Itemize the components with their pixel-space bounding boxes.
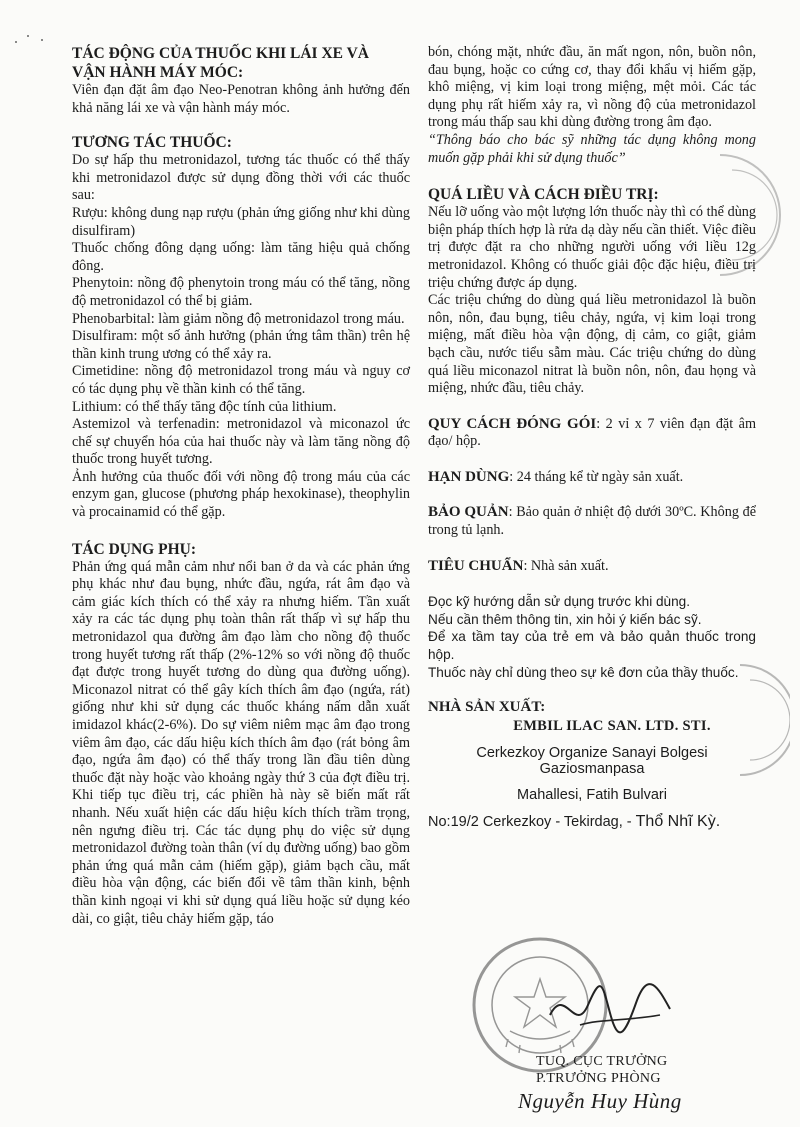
interaction-item: Astemizol và terfenadin: metronidazol và miconazol ức chế sự chuyển hóa của hai thuốc này và làm tăng nồng độ thuốc trong huyết tương. (72, 416, 410, 468)
manufacturer-name: EMBIL ILAC SAN. LTD. STI. (513, 718, 711, 735)
advice-line: Nếu cần thêm thông tin, xin hỏi ý kiến bác sỹ. (428, 611, 702, 627)
address-line: No:19/2 Cerkezkoy - Tekirdag, - Thổ Nhĩ Kỳ. (428, 813, 721, 831)
address-line: Mahallesi, Fatih Bulvari (517, 787, 667, 804)
side-effects-title: TÁC DỤNG PHỤ: (72, 540, 196, 558)
overdose-symptoms: Các triệu chứng do dùng quá liều metronidazol là buồn nôn, nôn, đau bụng, tiêu chảy, ngứa, vị kim loại trong miệng, mất điều hòa vận động, dị cảm, co giật, giảm bạch cầu, nước tiểu sẫm màu. Các triệu chứng do dùng quá liều miconazol nitrat là buồn nôn, nôn, đau họng và miệng, nhức đầu, tiêu chảy. (428, 292, 756, 397)
signature-title: TUQ. CỤC TRƯỞNG (536, 1054, 668, 1069)
advice-line: Đọc kỹ hướng dẫn sử dụng trước khi dùng. (428, 594, 691, 610)
overdose-text: Nếu lỡ uống vào một lượng lớn thuốc này thì có thể dùng biện pháp thích hợp là rửa dạ dày nếu cần thiết. Việc điều trị được đặt ra cho những người uống với liều 12g metronidazol. Không có thuốc giải độc đặc hiệu, điều trị triệu chứng được áp dụng. (428, 204, 756, 291)
interactions-list (72, 205, 410, 522)
interactions-intro: Do sự hấp thu metronidazol, tương tác thuốc có thể thấy khi metronidazol được sử dụng đồng thời với các thuốc sau: (72, 152, 410, 204)
interaction-item: Rượu: không dung nạp rượu (phản ứng giống như khi dùng disulfiram) (72, 204, 410, 239)
driving-title: TÁC ĐỘNG CỦA THUỐC KHI LÁI XE VÀ VẬN HÀNH MÁY MÓC: (72, 45, 369, 81)
standard-line: TIÊU CHUẨN: Nhà sản xuất. (428, 557, 609, 574)
advice-line: Để xa tầm tay của trẻ em và bảo quản thuốc trong hộp. (428, 629, 756, 663)
signature-scribble (540, 975, 680, 1045)
signature-subtitle: P.TRƯỞNG PHÒNG (536, 1071, 661, 1086)
advice-line: Thuốc này chỉ dùng theo sự kê đơn của thầy thuốc. (428, 664, 739, 680)
address-line: Cerkezkoy Organize Sanayi Bolgesi Gaziosmanpasa (476, 745, 708, 778)
signatory-name: Nguyễn Huy Hùng (518, 1089, 682, 1113)
partial-stamp (700, 150, 790, 280)
interaction-item: Phenobarbital: làm giảm nồng độ metronidazol trong máu. (72, 310, 405, 327)
driving-text: Viên đạn đặt âm đạo Neo-Penotran không ảnh hưởng đến khả năng lái xe và vận hành máy móc. (72, 82, 410, 116)
overdose-title: QUÁ LIỀU VÀ CÁCH ĐIỀU TRỊ: (428, 186, 659, 204)
partial-stamp (720, 660, 790, 780)
side-effects-continued: bón, chóng mặt, nhức đầu, ăn mất ngon, nôn, buồn nôn, đau bụng, hoặc co cứng cơ, thay đổi khẩu vị hiếm gặp, khô miệng, vị kim loại trong miệng, mệt mỏi. Các tác dụng phụ rất hiếm xảy ra, vì nồng độ của metronidazol trong máu thấp sau khi dùng đường trong âm đạo. (428, 44, 756, 131)
storage-line: BẢO QUẢN: Bảo quản ở nhiệt độ dưới 30ºC. Không để trong tủ lạnh. (428, 504, 756, 539)
side-effects-text: Phản ứng quá mẫn cảm như nổi ban ở da và các phản ứng phụ khác như đau bụng, nhức đầu, ngứa, rát âm đạo và cảm giác kích thích có thể xảy ra nhưng hiếm. Tần xuất xảy ra các tác dụng phụ toàn thân rất thấp vì sự hấp thu metronidazol qua đường âm đạo làm cho nồng độ thuốc trong huyết tương rất thấp (2%-12% so với nồng độ thuốc đạt được trong huyết tương do dùng qua đường uống). Miconazol nitrat có thể gây kích thích âm đạo (ngứa, rát) giống như khi sử dụng các thuốc kháng nấm dẫn xuất imidazol khác(2-6%). Do sự viêm niêm mạc âm đạo trong viêm âm đạo, các dấu hiệu kích thích âm đạo (rát bỏng âm đạo, ngứa âm đạo) có thể thấy trong lần đầu tiên dùng thuốc đặt này hoặc vào khoảng ngày thứ 3 của đợt điều trị. Khi tiếp tục điều trị, các phiền hà này sẽ biến mất rất nhanh. Nếu xuất hiện các dấu hiệu kích thích trầm trọng, nên ngưng điều trị. Các tác dụng phụ do việc sử dụng metronidazol đường toàn thân (ví dụ đường uống) bao gồm phản ứng quá mẫn cảm (hiếm gặp), giảm bạch cầu, mất điều hòa vận động, các biến đổi về tâm thần kinh, bệnh thần kinh ngoại vi khi sử dụng quá liều hoặc sử dụng kéo dài, co giật, tiêu chảy hiếm gặp, táo (72, 558, 410, 927)
doctor-notice: “Thông báo cho bác sỹ những tác dụng không mong muốn gặp phải khi sử dụng thuốc” (428, 131, 756, 166)
country: Thổ Nhĩ Kỳ. (635, 813, 721, 831)
interaction-item: Lithium: có thể thấy tăng độc tính của lithium. (72, 398, 337, 415)
interactions-title: TƯƠNG TÁC THUỐC: (72, 134, 232, 152)
signature-block (518, 1053, 776, 1114)
scan-specks (12, 30, 52, 46)
left-column (72, 44, 410, 928)
expiry-line: HẠN DÙNG: 24 tháng kể từ ngày sản xuất. (428, 468, 684, 485)
advice-block (428, 593, 756, 681)
interaction-item: Cimetidine: nồng độ metronidazol trong máu và nguy cơ có tác dụng phụ về thần kinh có thể tăng. (72, 363, 410, 397)
manufacturer-title: NHÀ SẢN XUẤT: (428, 699, 546, 716)
interaction-item: Disulfiram: một số ảnh hưởng (phản ứng tâm thần) trên hệ thần kinh trung ương có thể xảy ra. (72, 328, 410, 362)
packing-line: QUY CÁCH ĐÓNG GÓI: 2 vỉ x 7 viên đạn đặt âm đạo/ hộp. (428, 415, 756, 450)
interaction-item: Ảnh hưởng của thuốc đối với nồng độ trong máu của các enzym gan, glucose (phương pháp hexokinase), theophylin và procainamid có thể gặp. (72, 468, 410, 521)
interaction-item: Phenytoin: nồng độ phenytoin trong máu có thể tăng, nồng độ metronidazol có thể bị giảm. (72, 275, 410, 309)
interaction-item: Thuốc chống đông dạng uống: làm tăng hiệu quả chống đông. (72, 240, 410, 274)
